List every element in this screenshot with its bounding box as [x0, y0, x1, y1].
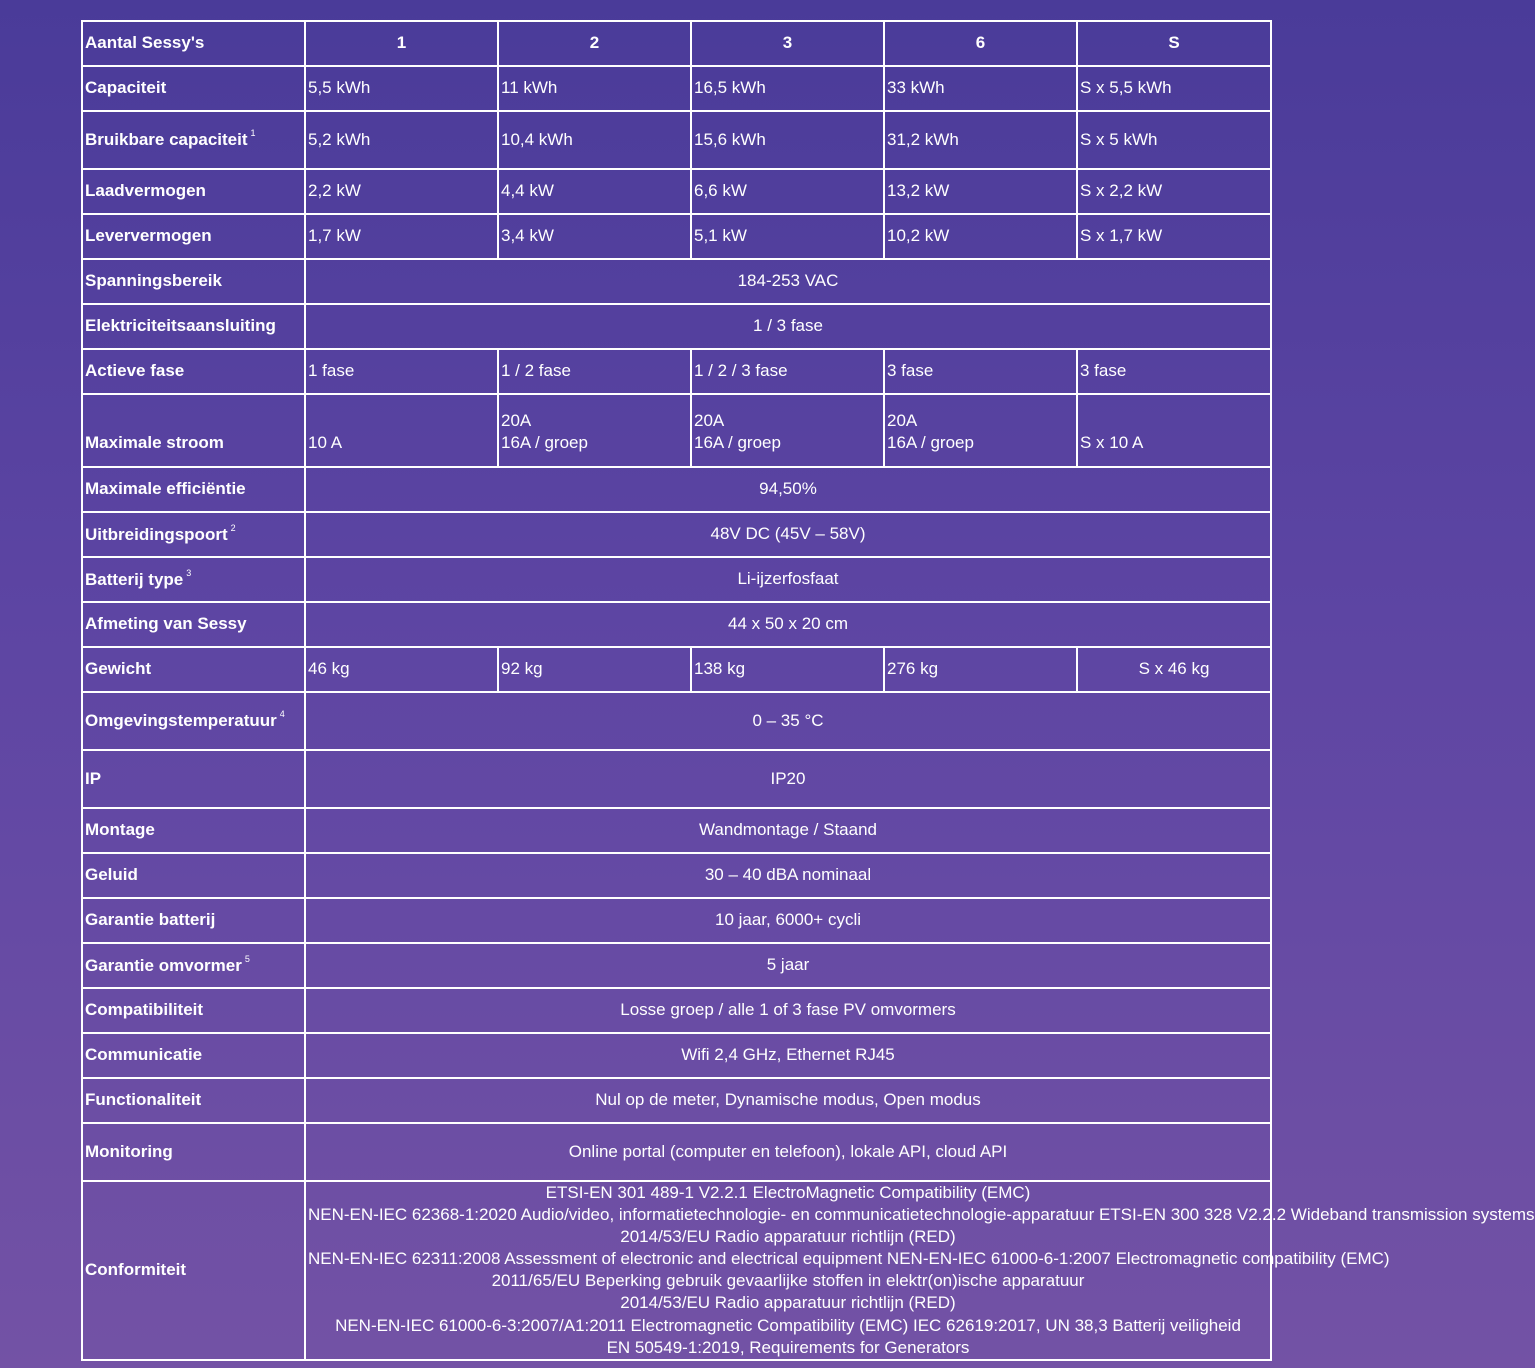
table-row — [82, 259, 1271, 304]
row-label: Maximale efficiëntie — [82, 467, 305, 512]
footnote-marker: 5 — [244, 953, 250, 964]
table-cell: 0 – 35 °C — [305, 692, 1271, 750]
table-row — [82, 808, 1271, 853]
table-row — [82, 1033, 1271, 1078]
row-label: Elektriciteitsaansluiting — [82, 304, 305, 349]
table-cell: 31,2 kWh — [884, 111, 1077, 169]
cell-line: 16A / groep — [501, 432, 588, 452]
table-cell: Nul op de meter, Dynamische modus, Open modus — [305, 1078, 1271, 1123]
table-row — [82, 750, 1271, 808]
column-header: 6 — [884, 21, 1077, 66]
row-label: IP — [82, 750, 305, 808]
row-label-text: Garantie omvormer — [85, 955, 242, 975]
table-cell: S x 5,5 kWh — [1077, 66, 1271, 111]
table-cell: Li-ijzerfosfaat — [305, 557, 1271, 602]
table-cell: 13,2 kW — [884, 169, 1077, 214]
row-label — [82, 557, 305, 602]
conformity-cell — [305, 1181, 1535, 1360]
table-row — [82, 692, 1271, 750]
table-cell — [305, 394, 498, 467]
table-cell: 3,4 kW — [498, 214, 691, 259]
table-cell: 5,5 kWh — [305, 66, 498, 111]
table-cell: 5,1 kW — [691, 214, 884, 259]
table-row — [82, 169, 1271, 214]
table-row — [82, 1078, 1271, 1123]
table-row — [82, 111, 1271, 169]
cell-line: S x 10 A — [1080, 432, 1144, 452]
row-label: Afmeting van Sessy — [82, 602, 305, 647]
row-label — [82, 512, 305, 557]
table-row — [82, 898, 1271, 943]
table-cell: 10 jaar, 6000+ cycli — [305, 898, 1271, 943]
table-cell: 1,7 kW — [305, 214, 498, 259]
table-cell: Wandmontage / Staand — [305, 808, 1271, 853]
cell-line: 20A — [501, 410, 532, 430]
cell-line: 20A — [694, 410, 725, 430]
table-cell: Online portal (computer en telefoon), lokale API, cloud API — [305, 1123, 1271, 1181]
table-cell: 5 jaar — [305, 943, 1271, 988]
table-row — [82, 512, 1271, 557]
row-label: Aantal Sessy's — [82, 21, 305, 66]
table-row — [82, 1123, 1271, 1181]
footnote-marker: 1 — [250, 128, 256, 139]
table-cell — [1077, 394, 1271, 467]
row-label: Conformiteit — [82, 1181, 305, 1360]
conformity-line: 2011/65/EU Beperking gebruik gevaarlijke stoffen in elektr(on)ische apparatuur — [491, 1271, 1085, 1291]
table-cell: 1 / 2 / 3 fase — [691, 349, 884, 394]
table-cell: 46 kg — [305, 647, 498, 692]
table-row — [82, 647, 1271, 692]
cell-line: 20A — [887, 410, 918, 430]
table-cell: IP20 — [305, 750, 1271, 808]
table-cell: 30 – 40 dBA nominaal — [305, 853, 1271, 898]
table-cell: Losse groep / alle 1 of 3 fase PV omvormers — [305, 988, 1271, 1033]
row-label: Functionaliteit — [82, 1078, 305, 1123]
table-cell: S x 2,2 kW — [1077, 169, 1271, 214]
conformity-line: NEN-EN-IEC 62368-1:2020 Audio/video, informatietechnologie- en communicatietechnologie-apparatuur ETSI-EN 300 328 V2.2.2 Wideband transmission systems — [308, 1205, 1535, 1225]
cell-line: 10 A — [308, 432, 343, 452]
table-cell: Wifi 2,4 GHz, Ethernet RJ45 — [305, 1033, 1271, 1078]
table-cell: 2,2 kW — [305, 169, 498, 214]
table-cell: 15,6 kWh — [691, 111, 884, 169]
footnote-marker: 3 — [186, 567, 192, 578]
row-label: Spanningsbereik — [82, 259, 305, 304]
row-label: Compatibiliteit — [82, 988, 305, 1033]
column-header: S — [1077, 21, 1271, 66]
table-cell — [884, 394, 1077, 467]
row-label: Gewicht — [82, 647, 305, 692]
row-label: Montage — [82, 808, 305, 853]
row-label-text: Batterij type — [85, 569, 184, 589]
row-label: Monitoring — [82, 1123, 305, 1181]
table-cell — [498, 394, 691, 467]
conformity-line: 2014/53/EU Radio apparatuur richtlijn (RED) — [620, 1293, 956, 1313]
row-label-text: Uitbreidingspoort — [85, 524, 228, 544]
table-row — [82, 66, 1271, 111]
table-cell: 10,2 kW — [884, 214, 1077, 259]
row-label-text: Bruikbare capaciteit — [85, 130, 248, 150]
row-label: Leververmogen — [82, 214, 305, 259]
column-header: 2 — [498, 21, 691, 66]
footnote-marker: 2 — [230, 522, 236, 533]
conformity-line: 2014/53/EU Radio apparatuur richtlijn (RED) — [620, 1227, 956, 1247]
table-cell: 48V DC (45V – 58V) — [305, 512, 1271, 557]
table-cell — [691, 394, 884, 467]
conformity-line: NEN-EN-IEC 61000-6-3:2007/A1:2011 Electromagnetic Compatibility (EMC) IEC 62619:2017, UN 38,3 Batterij veiligheid — [335, 1315, 1241, 1335]
table-cell: 11 kWh — [498, 66, 691, 111]
table-row — [82, 1181, 1271, 1360]
spec-table — [81, 20, 1535, 1361]
row-label: Garantie batterij — [82, 898, 305, 943]
row-label: Maximale stroom — [82, 394, 305, 467]
table-row — [82, 304, 1271, 349]
table-cell: 33 kWh — [884, 66, 1077, 111]
row-label: Communicatie — [82, 1033, 305, 1078]
header-row — [82, 21, 1271, 66]
row-label-text: Omgevingstemperatuur — [85, 711, 277, 731]
table-cell: 5,2 kWh — [305, 111, 498, 169]
table-cell: 1 / 2 fase — [498, 349, 691, 394]
table-row — [82, 943, 1271, 988]
table-row — [82, 557, 1271, 602]
table-row — [82, 467, 1271, 512]
conformity-line: NEN-EN-IEC 62311:2008 Assessment of electronic and electrical equipment NEN-EN-IEC 61000-6-1:2007 Electromagnetic compatibility (EMC) — [308, 1249, 1390, 1269]
table-cell: 44 x 50 x 20 cm — [305, 602, 1271, 647]
table-cell: 10,4 kWh — [498, 111, 691, 169]
row-label — [82, 111, 305, 169]
table-row — [82, 349, 1271, 394]
table-cell: 94,50% — [305, 467, 1271, 512]
conformity-line: ETSI-EN 301 489-1 V2.2.1 ElectroMagnetic Compatibility (EMC) — [545, 1183, 1031, 1202]
row-label — [82, 943, 305, 988]
row-label: Capaciteit — [82, 66, 305, 111]
cell-line: 16A / groep — [694, 432, 781, 452]
row-label: Actieve fase — [82, 349, 305, 394]
table-cell: 6,6 kW — [691, 169, 884, 214]
table-cell: S x 1,7 kW — [1077, 214, 1271, 259]
table-row — [82, 214, 1271, 259]
table-cell: S x 5 kWh — [1077, 111, 1271, 169]
table-cell: 276 kg — [884, 647, 1077, 692]
column-header: 1 — [305, 21, 498, 66]
row-label: Geluid — [82, 853, 305, 898]
table-cell: 3 fase — [884, 349, 1077, 394]
table-cell: 92 kg — [498, 647, 691, 692]
table-cell: 1 / 3 fase — [305, 304, 1271, 349]
table-cell: 16,5 kWh — [691, 66, 884, 111]
table-row — [82, 394, 1271, 467]
footnote-marker: 4 — [279, 709, 285, 720]
table-row — [82, 988, 1271, 1033]
table-cell: 4,4 kW — [498, 169, 691, 214]
row-label — [82, 692, 305, 750]
table-row — [82, 602, 1271, 647]
table-cell: 3 fase — [1077, 349, 1271, 394]
table-row — [82, 853, 1271, 898]
conformity-line: EN 50549-1:2019, Requirements for Generators — [606, 1337, 970, 1357]
table-cell: 138 kg — [691, 647, 884, 692]
column-header: 3 — [691, 21, 884, 66]
table-cell: 184-253 VAC — [305, 259, 1271, 304]
cell-line: 16A / groep — [887, 432, 974, 452]
table-cell: 1 fase — [305, 349, 498, 394]
row-label: Laadvermogen — [82, 169, 305, 214]
table-cell: S x 46 kg — [1077, 647, 1271, 692]
